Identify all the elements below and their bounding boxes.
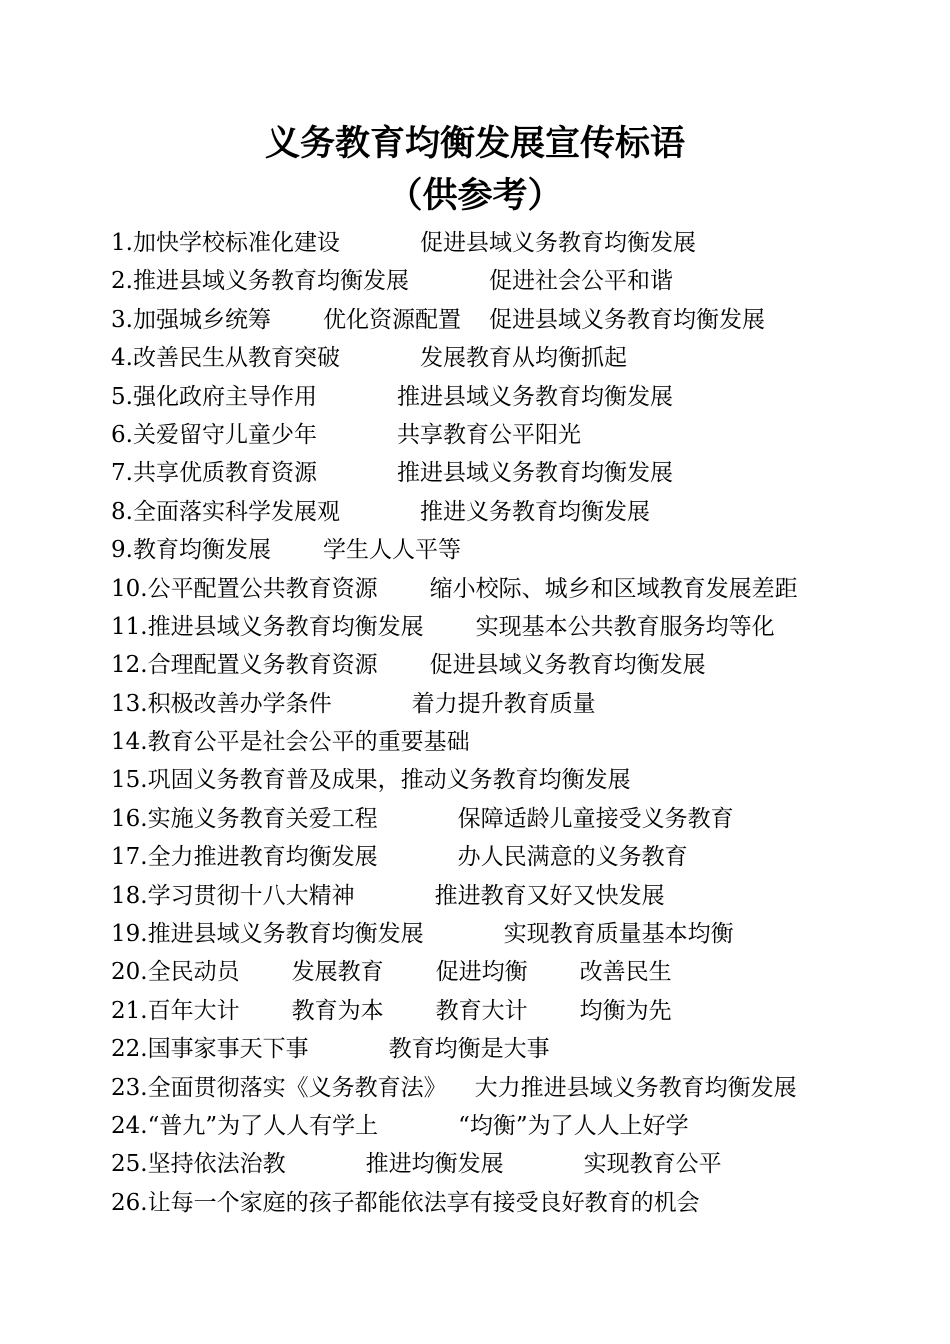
list-item [111, 685, 911, 723]
slogan-part: 推进县域义务教育均衡发展 [132, 268, 409, 295]
slogan-part: 实施义务教育关爱工程 [147, 805, 378, 832]
list-item [111, 646, 911, 684]
item-number: 4. [111, 345, 133, 372]
item-number: 21. [111, 997, 148, 1024]
slogan-part: 大力推进县域义务教育均衡发展 [474, 1074, 797, 1101]
list-item [111, 1030, 911, 1068]
list-item [111, 953, 911, 991]
item-number: 3. [111, 306, 133, 333]
slogan-part: 全民动员 [147, 959, 240, 986]
list-item [111, 262, 911, 300]
slogan-part: 改善民生从教育突破 [132, 345, 340, 372]
list-item [111, 570, 911, 608]
slogan-part: 实现基本公共教育服务均等化 [475, 613, 775, 640]
item-number: 8. [111, 498, 133, 525]
slogan-part: 促进社会公平和谐 [488, 268, 673, 295]
slogan-part: 推进县域义务教育均衡发展 [396, 460, 673, 487]
slogan-part: 教育大计 [435, 997, 528, 1024]
item-number: 13. [111, 690, 148, 717]
slogan-part: “均衡”为了人人上好学 [458, 1112, 689, 1139]
slogan-part: 发展教育 [291, 959, 384, 986]
item-number: 20. [111, 959, 148, 986]
slogan-part: 发展教育从均衡抓起 [419, 345, 627, 372]
slogan-part: 推进县域义务教育均衡发展 [147, 613, 424, 640]
slogan-part: 保障适龄儿童接受义务教育 [457, 805, 734, 832]
slogan-part: 推进均衡发展 [365, 1151, 504, 1178]
item-number: 14. [111, 729, 148, 756]
item-number: 7. [111, 460, 133, 487]
slogan-part: 促进均衡 [435, 959, 528, 986]
item-number: 12. [111, 652, 148, 679]
document-title: 义务教育均衡发展宣传标语 [264, 124, 685, 164]
slogan-part: 推进县域义务教育均衡发展 [147, 921, 424, 948]
slogan-part: 学习贯彻十八大精神 [147, 882, 355, 909]
document-subtitle: （供参考） [387, 176, 563, 216]
slogan-part: 教育均衡发展 [132, 537, 271, 564]
slogan-part: 让每一个家庭的孩子都能依法享有接受良好教育的机会 [147, 1189, 700, 1216]
slogan-part: 强化政府主导作用 [132, 383, 317, 410]
item-number: 23. [111, 1074, 148, 1101]
list-item [111, 915, 911, 953]
item-number: 11. [111, 613, 148, 640]
slogan-part: 均衡为先 [579, 997, 672, 1024]
list-item [111, 224, 911, 262]
slogan-part: 促进县域义务教育均衡发展 [488, 306, 765, 333]
list-item [111, 1107, 911, 1145]
list-item [111, 1145, 911, 1183]
list-item [111, 493, 911, 531]
slogan-part: 推进县域义务教育均衡发展 [396, 383, 673, 410]
list-item [111, 1184, 911, 1222]
slogan-part: 国事家事天下事 [147, 1036, 309, 1063]
list-item [111, 378, 911, 416]
slogan-part: 推进教育又好又快发展 [434, 882, 665, 909]
list-item [111, 301, 911, 339]
slogan-part: 教育公平是社会公平的重要基础 [147, 729, 470, 756]
list-item [111, 416, 911, 454]
slogan-part: 积极改善办学条件 [147, 690, 332, 717]
item-number: 17. [111, 844, 148, 871]
item-number: 1. [111, 230, 133, 256]
slogan-part: 缩小校际、城乡和区域教育发展差距 [429, 575, 798, 602]
slogan-part: 办人民满意的义务教育 [457, 844, 688, 871]
slogan-part: 共享教育公平阳光 [396, 421, 581, 448]
slogan-part: 实现教育公平 [583, 1151, 722, 1178]
item-number: 18. [111, 882, 148, 909]
item-number: 10. [111, 575, 148, 602]
slogan-list [111, 224, 911, 1222]
slogan-part: “普九”为了人人有学上 [147, 1112, 379, 1139]
list-item [111, 761, 911, 799]
slogan-part: 百年大计 [147, 997, 240, 1024]
slogan-part: 优化资源配置 [322, 306, 461, 333]
item-number: 22. [111, 1036, 148, 1063]
slogan-part: 全面贯彻落实《义务教育法》 [147, 1074, 447, 1101]
list-item [111, 1069, 911, 1107]
item-number: 15. [111, 767, 148, 794]
item-number: 5. [111, 383, 133, 410]
slogan-part: 改善民生 [579, 959, 672, 986]
list-item [111, 608, 911, 646]
list-item [111, 454, 911, 492]
slogan-part: 坚持依法治教 [147, 1151, 286, 1178]
item-number: 24. [111, 1112, 148, 1139]
slogan-part: 合理配置义务教育资源 [147, 652, 378, 679]
item-number: 9. [111, 537, 133, 564]
list-item [111, 723, 911, 761]
list-item [111, 992, 911, 1030]
slogan-part: 促进县域义务教育均衡发展 [419, 230, 696, 256]
list-item [111, 531, 911, 569]
slogan-part: 教育均衡是大事 [388, 1036, 550, 1063]
item-number: 2. [111, 268, 133, 295]
slogan-part: 推进义务教育均衡发展 [419, 498, 650, 525]
slogan-part: 学生人人平等 [322, 537, 461, 564]
slogan-part: 教育为本 [291, 997, 384, 1024]
list-item [111, 838, 911, 876]
item-number: 26. [111, 1189, 148, 1216]
slogan-part: 加强城乡统筹 [132, 306, 271, 333]
list-item [111, 339, 911, 377]
item-number: 6. [111, 421, 133, 448]
slogan-part: 加快学校标准化建设 [132, 230, 340, 256]
list-item [111, 800, 911, 838]
slogan-part: 着力提升教育质量 [411, 690, 596, 717]
slogan-part: 全面落实科学发展观 [132, 498, 340, 525]
item-number: 19. [111, 921, 148, 948]
slogan-part: 全力推进教育均衡发展 [147, 844, 378, 871]
item-number: 16. [111, 805, 148, 832]
list-item [111, 877, 911, 915]
slogan-part: 实现教育质量基本均衡 [503, 921, 734, 948]
slogan-part: 公平配置公共教育资源 [147, 575, 378, 602]
slogan-part: 巩固义务教育普及成果，推动义务教育均衡发展 [147, 767, 631, 794]
slogan-part: 共享优质教育资源 [132, 460, 317, 487]
slogan-part: 关爱留守儿童少年 [132, 421, 317, 448]
item-number: 25. [111, 1151, 148, 1178]
slogan-part: 促进县域义务教育均衡发展 [429, 652, 706, 679]
